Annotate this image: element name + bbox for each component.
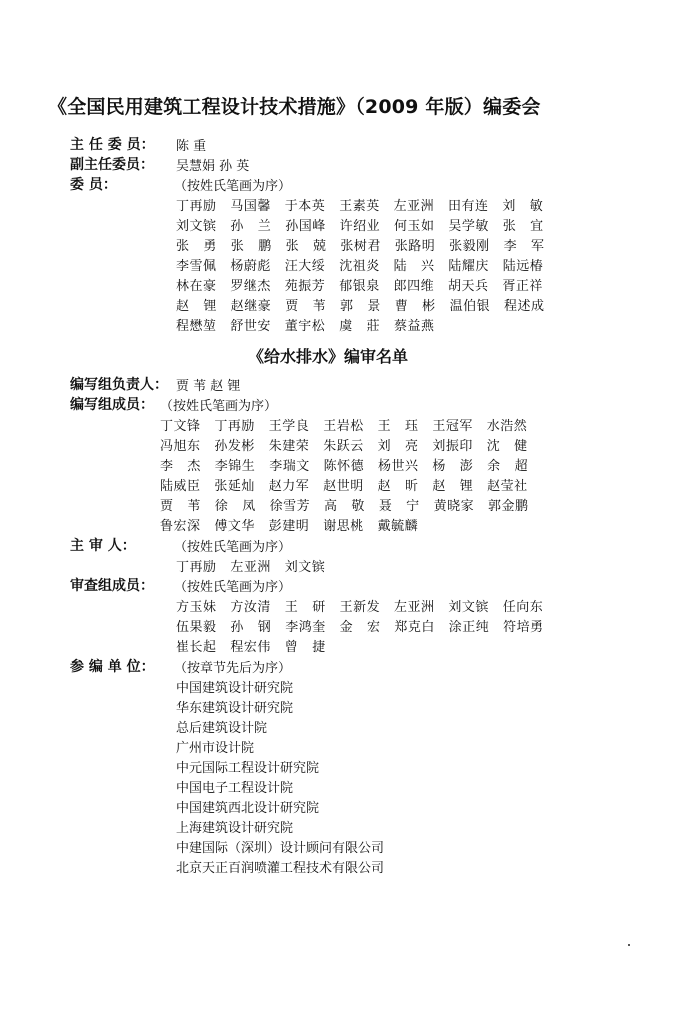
participant-org: 总后建筑设计院 xyxy=(176,721,268,736)
review-member-row: 方玉妹 方汝清 王 研 王新发 左亚洲 刘文镔 任向东 xyxy=(176,600,544,615)
director-name: 陈 重 xyxy=(176,139,207,154)
editor-member-row: 贾 苇 徐 凤 徐雪芳 高 敬 聂 宁 黄晓家 郭金鹏 xyxy=(160,499,529,514)
review-member-row: 伍果毅 孙 钢 李鸿奎 金 宏 郑克白 涂正纯 符培勇 xyxy=(176,620,544,635)
review-group-label: 审查组成员： xyxy=(70,578,154,594)
director-label: 主 任 委 员： xyxy=(70,137,155,153)
deputy-label: 副主任委员： xyxy=(70,157,154,173)
participant-org: 北京天正百润喷灌工程技术有限公司 xyxy=(176,861,385,876)
scan-speck xyxy=(628,944,630,946)
committee-member-row: 李雪佩 杨蔚彪 汪大绥 沈祖炎 陆 兴 陆耀庆 陆远椿 xyxy=(176,259,544,274)
committee-member-row: 林在豪 罗继杰 苑振芳 郁银泉 郎四维 胡天兵 胥正祥 xyxy=(176,279,543,294)
editor-member-row: 陆威臣 张延灿 赵力军 赵世明 赵 昕 赵 锂 赵莹社 xyxy=(160,479,528,494)
page-title: 《全国民用建筑工程设计技术措施》（2009 年版）编委会 xyxy=(48,96,541,118)
editor-members-note: （按姓氏笔画为序） xyxy=(160,399,278,414)
editor-head-label: 编写组负责人： xyxy=(70,377,168,393)
committee-member-row: 张 勇 张 鹏 张 兢 张树君 张路明 张毅刚 李 军 xyxy=(176,239,545,254)
review-member-row: 崔长起 程宏伟 曾 捷 xyxy=(176,640,326,655)
participant-org: 华东建筑设计研究院 xyxy=(176,701,294,716)
participant-org: 中元国际工程设计研究院 xyxy=(176,761,320,776)
editor-member-row: 冯旭东 孙发彬 朱建荣 朱跃云 刘 亮 刘振印 沈 健 xyxy=(160,439,528,454)
participant-org: 中国建筑设计研究院 xyxy=(176,681,294,696)
committee-member-row: 程懋堃 舒世安 董宇松 虞 莊 蔡益燕 xyxy=(176,319,435,334)
committee-member-row: 丁再励 马国馨 于本英 王素英 左亚洲 田有连 刘 敏 xyxy=(176,199,544,214)
chief-review-label: 主 审 人： xyxy=(70,538,136,554)
editor-member-row: 李 杰 李锦生 李瑞文 陈怀德 杨世兴 杨 澎 余 超 xyxy=(160,459,529,474)
participant-org: 上海建筑设计研究院 xyxy=(176,821,294,836)
editor-member-row: 鲁宏深 傅文华 彭建明 谢思桃 戴毓麟 xyxy=(160,519,419,534)
committee-member-row: 刘文镔 孙 兰 孙国峰 许绍业 何玉如 吴学敏 张 宜 xyxy=(176,219,544,234)
participants-note: （按章节先后为序） xyxy=(174,661,292,676)
members-label: 委 员： xyxy=(70,177,117,193)
review-group-note: （按姓氏笔画为序） xyxy=(174,580,292,595)
members-note: （按姓氏笔画为序） xyxy=(174,179,292,194)
committee-member-row: 赵 锂 赵继豪 贾 苇 郭 景 曹 彬 温伯银 程述成 xyxy=(176,299,545,314)
editor-member-row: 丁文锋 丁再励 王学良 王岩松 王 珏 王冠军 水浩然 xyxy=(160,419,528,434)
participants-label: 参 编 单 位： xyxy=(70,659,155,675)
editor-head-names: 贾 苇 赵 锂 xyxy=(176,379,241,394)
deputy-names: 吴慧娟 孙 英 xyxy=(176,159,250,174)
participant-org: 中国建筑西北设计研究院 xyxy=(176,801,320,816)
participant-org: 广州市设计院 xyxy=(176,741,255,756)
chief-review-note: （按姓氏笔画为序） xyxy=(174,540,292,555)
participant-org: 中国电子工程设计院 xyxy=(176,781,294,796)
editor-members-label: 编写组成员： xyxy=(70,397,154,413)
section-subtitle: 《给水排水》编审名单 xyxy=(248,347,409,366)
participant-org: 中建国际（深圳）设计顾问有限公司 xyxy=(176,841,385,856)
chief-review-names: 丁再励 左亚洲 刘文镔 xyxy=(176,560,326,575)
